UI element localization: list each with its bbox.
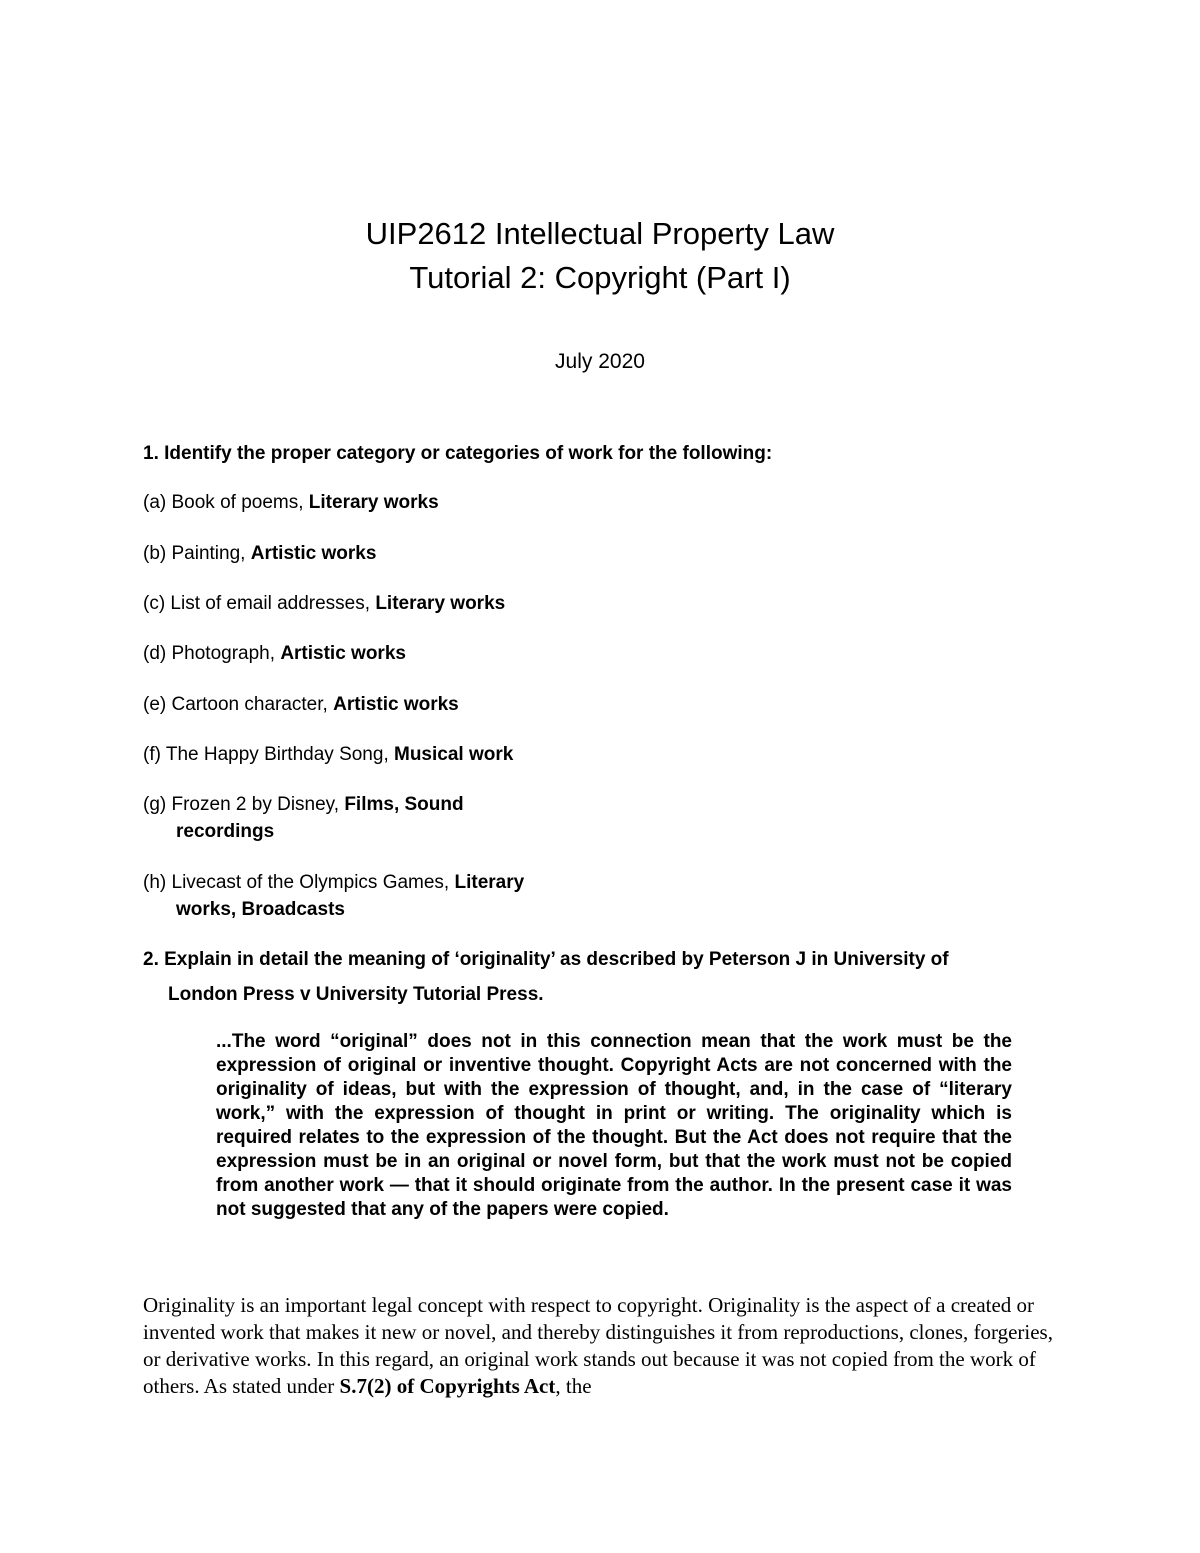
item-label: (d) Photograph, <box>143 643 281 664</box>
paragraph-text-end: , the <box>555 1374 592 1398</box>
list-item <box>143 869 663 923</box>
item-answer: Artistic works <box>250 543 377 564</box>
item-answer: Artistic works <box>333 694 459 715</box>
item-answer: Musical work <box>394 744 514 765</box>
document-subtitle: Tutorial 2: Copyright (Part I) <box>409 260 791 295</box>
list-item <box>143 791 663 845</box>
item-answer-continued: recordings <box>176 821 275 842</box>
list-item <box>143 691 663 718</box>
list-item <box>143 741 663 768</box>
list-item <box>143 590 663 617</box>
item-label: (c) List of email addresses, <box>143 593 376 614</box>
question-2: 2. Explain in detail the meaning of ‘originality’ as described by Peterson J in University of <box>143 949 949 970</box>
item-answer: Films, Sound <box>344 794 464 815</box>
item-answer: Literary <box>454 872 525 893</box>
item-label: (g) Frozen 2 by Disney, <box>143 794 345 815</box>
item-label: (h) Livecast of the Olympics Games, <box>143 872 455 893</box>
document-title: UIP2612 Intellectual Property Law <box>365 216 835 251</box>
list-item <box>143 640 663 667</box>
statute-reference: S.7(2) of Copyrights Act <box>339 1374 556 1398</box>
list-item <box>143 540 663 567</box>
list-item <box>143 489 663 516</box>
document-date: July 2020 <box>555 350 645 373</box>
answer-paragraph <box>143 1292 1053 1400</box>
case-quote: ...The word “original” does not in this connection mean that the work must be the expression of original or inventive thought. Copyright Acts are not concerned with the originality of ideas, but with the expression of thought, and, in the case of “literary work,” with the expression of thought in print or writing. The originality which is required relates to the expression of the thought. But the Act does not require that the expression must be in an original or novel form, but that the work must not be copied from another work — that it should originate from the author. In the present case it was not suggested that any of the papers were copied. <box>216 1031 1012 1220</box>
item-label: (b) Painting, <box>143 543 251 564</box>
item-answer: Literary works <box>375 593 506 614</box>
question-2-continued: London Press v University Tutorial Press. <box>168 984 544 1005</box>
item-answer-continued: works, Broadcasts <box>176 899 345 920</box>
question-1: 1. Identify the proper category or categories of work for the following: <box>143 443 773 464</box>
item-label: (e) Cartoon character, <box>143 694 334 715</box>
paragraph-text: Originality is an important legal concept with respect to copyright. Originality is the aspect of a created or invented work that makes it new or novel, and thereby distinguishes it from reproductions, clones, forgeries, or derivative works. In this regard, an original work stands out because it was not copied from the work of others. As stated under <box>143 1293 1053 1398</box>
item-label: (f) The Happy Birthday Song, <box>143 744 394 765</box>
item-answer: Artistic works <box>280 643 406 664</box>
item-label: (a) Book of poems, <box>143 492 309 513</box>
item-answer: Literary works <box>308 492 439 513</box>
